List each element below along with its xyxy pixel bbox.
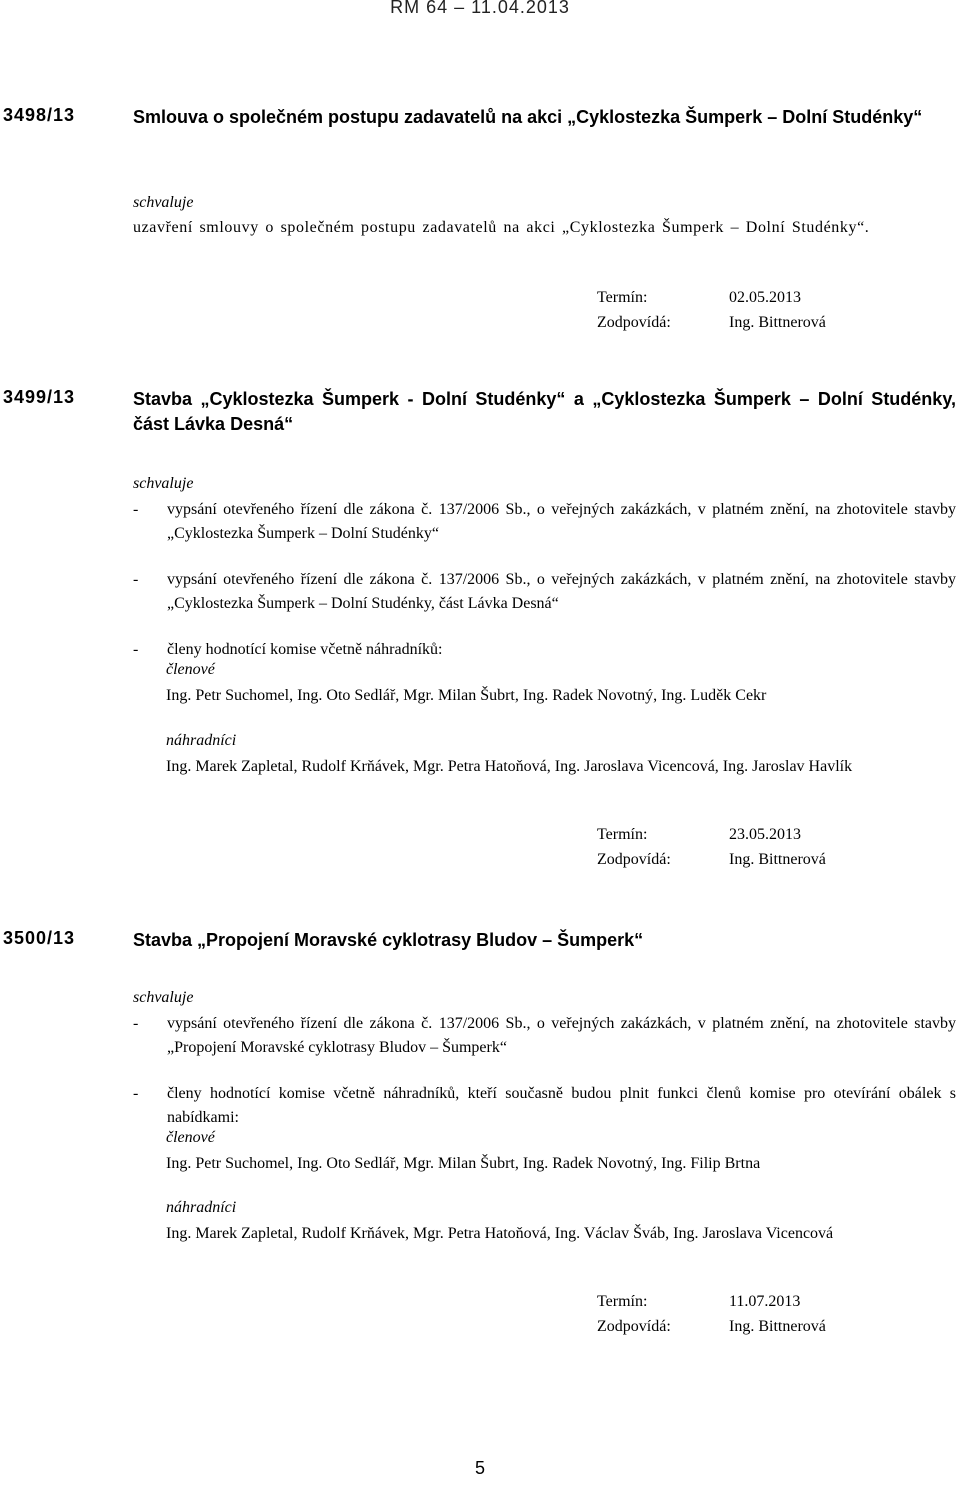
resolution-title: Smlouva o společném postupu zadavatelů na akci „Cyklostezka Šumperk – Dolní Studénky“ — [133, 107, 923, 127]
approval-label: schvaluje — [133, 989, 194, 1006]
list-item — [133, 1012, 956, 1059]
substitutes-list: Ing. Marek Zapletal, Rudolf Krňávek, Mgr. Petra Hatoňová, Ing. Václav Šváb, Ing. Jaroslava Vicencová — [166, 1225, 834, 1242]
responsible-value: Ing. Bittnerová — [729, 1317, 826, 1335]
responsible-label: Zodpovídá: — [597, 850, 671, 868]
list-item — [133, 568, 956, 615]
resolution-title: Stavba „Propojení Moravské cyklotrasy Bludov – Šumperk“ — [133, 930, 644, 950]
bullet-dash: - — [133, 571, 139, 588]
responsible-value: Ing. Bittnerová — [729, 313, 826, 331]
termin-value: 23.05.2013 — [729, 826, 801, 843]
bullet-dash: - — [133, 641, 139, 658]
resolution-title: Stavba „Cyklostezka Šumperk - Dolní Studénky“ a „Cyklostezka Šumperk – Dolní Studénky, část Lávka Desná“ — [133, 389, 956, 434]
bullet-dash: - — [133, 501, 139, 518]
bullet-dash: - — [133, 1085, 139, 1102]
substitutes-label: náhradníci — [166, 1199, 237, 1216]
resolution-text: uzavření smlouvy o společném postupu zadavatelů na akci „Cyklostezka Šumperk – Dolní Studénky“. — [133, 219, 870, 236]
termin-value: 11.07.2013 — [729, 1293, 801, 1310]
members-list: Ing. Petr Suchomel, Ing. Oto Sedlář, Mgr. Milan Šubrt, Ing. Radek Novotný, Ing. Filip Brtna — [166, 1155, 761, 1172]
bullet-dash: - — [133, 1015, 139, 1032]
members-label: členové — [166, 661, 215, 678]
termin-value: 02.05.2013 — [729, 289, 801, 306]
page-number: 5 — [474, 1458, 485, 1478]
list-item-text: vypsání otevřeného řízení dle zákona č. 137/2006 Sb., o veřejných zakázkách, v platném znění, na zhotovitele stavby „Cyklostezka Šumperk – Dolní Studénky“ — [167, 501, 956, 542]
responsible-label: Zodpovídá: — [597, 1317, 671, 1335]
resolution-number: 3499/13 — [3, 387, 76, 407]
list-item-text: vypsání otevřeného řízení dle zákona č. 137/2006 Sb., o veřejných zakázkách, v platném znění, na zhotovitele stavby „Propojení Moravské cyklotrasy Bludov – Šumperk“ — [167, 1015, 956, 1056]
members-label: členové — [166, 1129, 215, 1146]
responsible-value: Ing. Bittnerová — [729, 850, 826, 868]
list-item-text: vypsání otevřeného řízení dle zákona č. 137/2006 Sb., o veřejných zakázkách, v platném znění, na zhotovitele stavby „Cyklostezka Šumperk – Dolní Studénky, část Lávka Desná“ — [167, 571, 956, 612]
termin-label: Termín: — [597, 289, 648, 306]
list-item-text: členy hodnotící komise včetně náhradníků, kteří současně budou plnit funkci členů komise pro otevírání obálek s nabídkami: — [167, 1085, 956, 1126]
termin-label: Termín: — [597, 826, 648, 843]
approval-label: schvaluje — [133, 194, 194, 211]
termin-label: Termín: — [597, 1293, 648, 1310]
list-item — [133, 638, 956, 662]
substitutes-label: náhradníci — [166, 732, 237, 749]
approval-label: schvaluje — [133, 475, 194, 492]
responsible-label: Zodpovídá: — [597, 313, 671, 331]
substitutes-list: Ing. Marek Zapletal, Rudolf Krňávek, Mgr. Petra Hatoňová, Ing. Jaroslava Vicencová, Ing. Jaroslav Havlík — [166, 758, 853, 775]
resolution-number: 3500/13 — [3, 928, 76, 948]
page-header: RM 64 – 11.04.2013 — [390, 0, 570, 17]
list-item — [133, 498, 956, 545]
list-item-text: členy hodnotící komise včetně náhradníků: — [167, 641, 443, 658]
list-item — [133, 1082, 956, 1129]
members-list: Ing. Petr Suchomel, Ing. Oto Sedlář, Mgr. Milan Šubrt, Ing. Radek Novotný, Ing. Luděk Cekr — [166, 687, 767, 704]
resolution-number: 3498/13 — [3, 105, 76, 125]
